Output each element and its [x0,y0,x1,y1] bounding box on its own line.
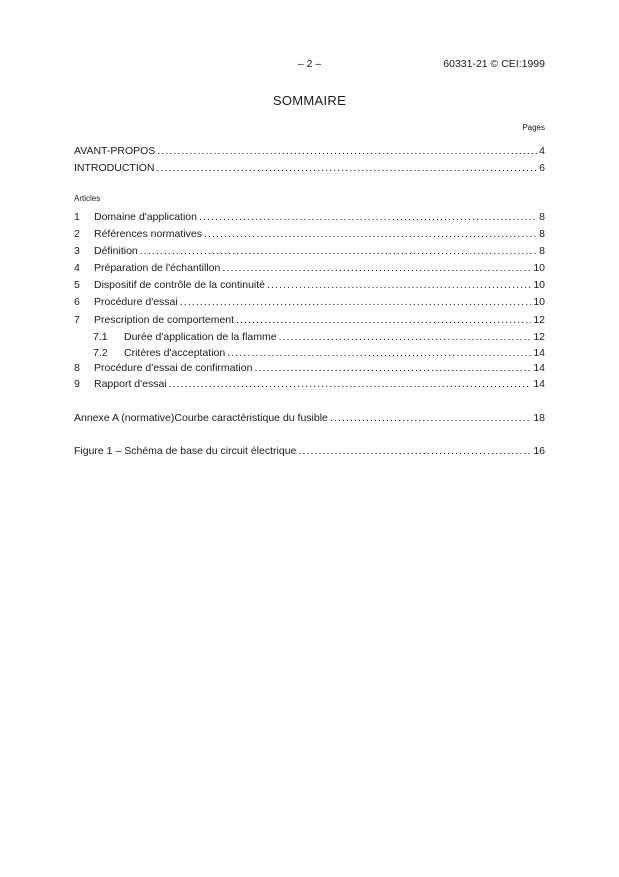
toc-entry-page: 12 [533,331,545,343]
toc-entry-text: Préparation de l'échantillon [94,262,221,274]
dot-leader [236,313,531,327]
toc-entry-figure-1[interactable] [74,444,545,458]
toc-entry-page: 8 [539,211,545,223]
toc-entry-article-7-1[interactable] [93,330,545,344]
toc-entry-page: 12 [533,314,545,326]
toc-entry-page: 18 [533,412,545,424]
toc-entry-number: 6 [74,296,80,308]
toc-entry-text: Rapport d'essai [94,378,167,390]
toc-entry-text: INTRODUCTION [74,162,155,174]
toc-entry-text: Figure 1 – Schéma de base du circuit électrique [74,445,297,457]
dot-leader [204,227,537,241]
toc-entry-article-6[interactable] [74,295,545,309]
dot-leader [169,377,532,391]
toc-entry-number: 7 [74,314,80,326]
dot-leader [157,144,537,158]
toc-entry-number: 7.2 [93,347,108,359]
toc-entry-page: 6 [539,162,545,174]
toc-entry-annex-a[interactable] [74,411,545,425]
document-reference: 60331-21 © CEI:1999 [443,58,545,70]
dot-leader [267,278,531,292]
toc-entry-text: Définition [94,245,138,257]
dot-leader [180,295,532,309]
toc-entry-text: Procédure d'essai de confirmation [94,362,253,374]
page-number: – 2 – [297,58,322,70]
toc-entry-number: 1 [74,211,80,223]
toc-entry-article-8[interactable] [74,361,545,375]
toc-entry-article-2[interactable] [74,227,545,241]
toc-entry-article-1[interactable] [74,210,545,224]
toc-entry-article-9[interactable] [74,377,545,391]
toc-entry-number: 3 [74,245,80,257]
dot-leader [298,444,531,458]
toc-entry-text: AVANT-PROPOS [74,145,156,157]
toc-entry-page: 14 [533,362,545,374]
toc-entry-number: 5 [74,279,80,291]
toc-entry-article-7[interactable] [74,313,545,327]
dot-leader [157,161,538,175]
dot-leader [227,346,531,360]
toc-entry-page: 16 [533,445,545,457]
toc-entry-number: 2 [74,228,80,240]
toc-entry-text: Critères d'acceptation [124,347,226,359]
toc-entry-article-7-2[interactable] [93,346,545,360]
pages-column-label: Pages [522,123,545,132]
page-title: SOMMAIRE [272,93,347,108]
toc-entry-number: 9 [74,378,80,390]
dot-leader [140,244,537,258]
annex-label: Annexe A (normative) [74,412,175,424]
toc-entry-article-5[interactable] [74,278,545,292]
toc-entry-article-3[interactable] [74,244,545,258]
toc-entry-page: 14 [533,378,545,390]
toc-entry-text: Références normatives [94,228,202,240]
toc-entry-text: Durée d'application de la flamme [124,331,277,343]
articles-label: Articles [74,194,101,203]
toc-entry-text: Courbe caractéristique du fusible [174,412,328,424]
toc-entry-article-4[interactable] [74,261,545,275]
toc-entry-page: 4 [539,145,545,157]
toc-entry-text: Prescription de comportement [94,314,235,326]
dot-leader [222,261,531,275]
toc-entry-introduction[interactable] [74,161,545,175]
toc-entry-page: 8 [539,245,545,257]
toc-entry-text: Dispositif de contrôle de la continuité [94,279,266,291]
toc-entry-page: 10 [533,262,545,274]
toc-entry-page: 10 [533,296,545,308]
toc-entry-page: 10 [533,279,545,291]
toc-entry-text: Procédure d'essai [94,296,178,308]
dot-leader [279,330,532,344]
dot-leader [254,361,531,375]
dot-leader [330,411,531,425]
toc-entry-page: 14 [533,347,545,359]
dot-leader [199,210,537,224]
toc-entry-avant-propos[interactable] [74,144,545,158]
toc-entry-page: 8 [539,228,545,240]
toc-entry-number: 7.1 [93,331,108,343]
toc-entry-number: 8 [74,362,80,374]
toc-entry-text: Domaine d'application [94,211,197,223]
toc-entry-number: 4 [74,262,80,274]
